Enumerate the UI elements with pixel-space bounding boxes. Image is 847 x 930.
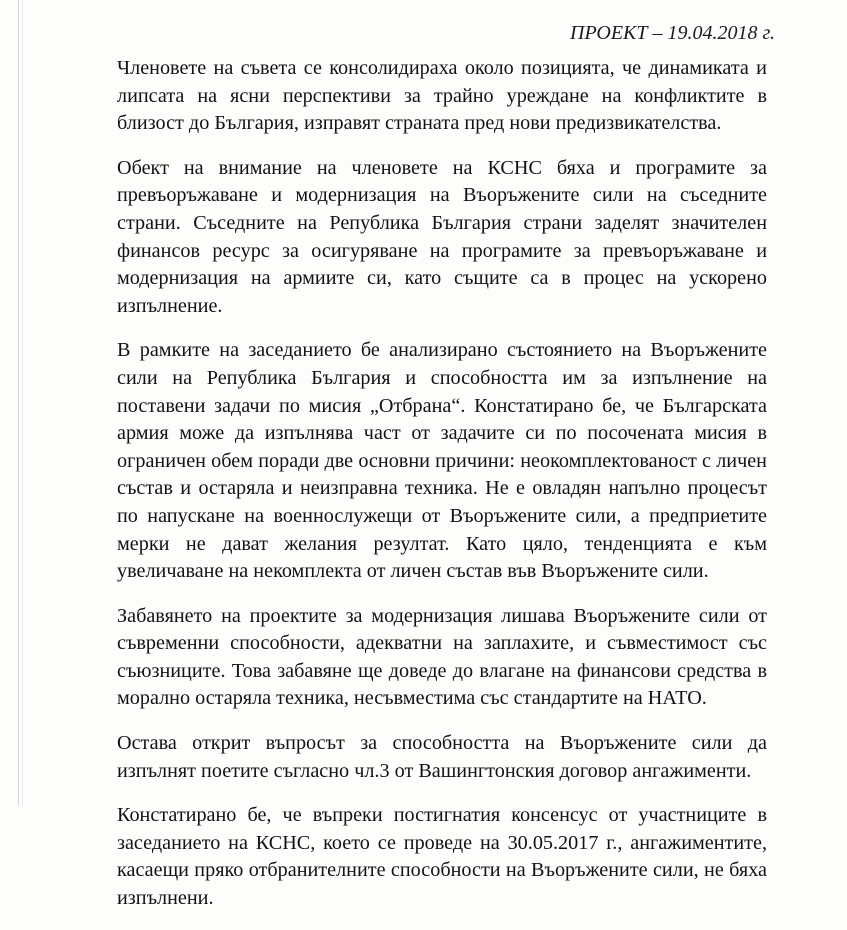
project-date-header: ПРОЕКТ – 19.04.2018 г. xyxy=(570,22,775,44)
page-edge-shadow xyxy=(22,0,23,805)
paragraph-4: Забавянето на проектите за модернизация лишава Въоръжените сили от съвременни способности, адекватни на заплахите, и съвместимост със съюзниците. Това забавяне ще доведе до влагане на финансови средства в морално остаряла техника, несъвместима със стандартите на НАТО. xyxy=(117,604,767,710)
paragraph-6: Констатирано бе, че въпреки постигнатия консенсус от участниците в заседанието на КСНС, което се проведе на 30.05.2017 г., ангажиментите, касаещи пряко отбранителните способности на Въоръжените сили, не бяха изпълнени. xyxy=(117,804,767,910)
paragraph-3: В рамките на заседанието бе анализирано състоянието на Въоръжените сили на Република България и способността им за изпълнение на поставени задачи по мисия „Отбрана“. Констатирано бе, че Българската армия може да изпълнява част от задачите си по посочената мисия в ограничен обем поради две основни причини: неокомплектованост с личен състав и остаряла и неизправна техника. Не е овладян напълно процесът по напускане на военнослужещи от Въоръжените сили, а предприетите мерки не дават желания резултат. Като цяло, тенденцията е към увеличаване на некомплекта от личен състав във Въоръжените сили. xyxy=(117,339,767,583)
page-edge-line xyxy=(18,0,19,805)
paragraph-5: Остава открит въпросът за способността на Въоръжените сили да изпълнят поетите съгласно чл.3 от Вашингтонския договор ангажименти. xyxy=(117,732,767,782)
paragraph-2: Обект на внимание на членовете на КСНС бяха и програмите за превъоръжаване и модернизация на Въоръжените сили на съседните страни. Съседните на Република България страни заделят значителен финансов ресурс за осигуряване на програмите за превъоръжаване и модернизация на армиите си, като същите са в процес на ускорено изпълнение. xyxy=(117,156,767,317)
paragraph-1: Членовете на съвета се консолидираха около позицията, че динамиката и липсата на ясни перспективи за трайно уреждане на конфликтите в близост до България, изправят страната пред нови предизвикателства. xyxy=(117,57,767,135)
document-body xyxy=(117,55,767,930)
